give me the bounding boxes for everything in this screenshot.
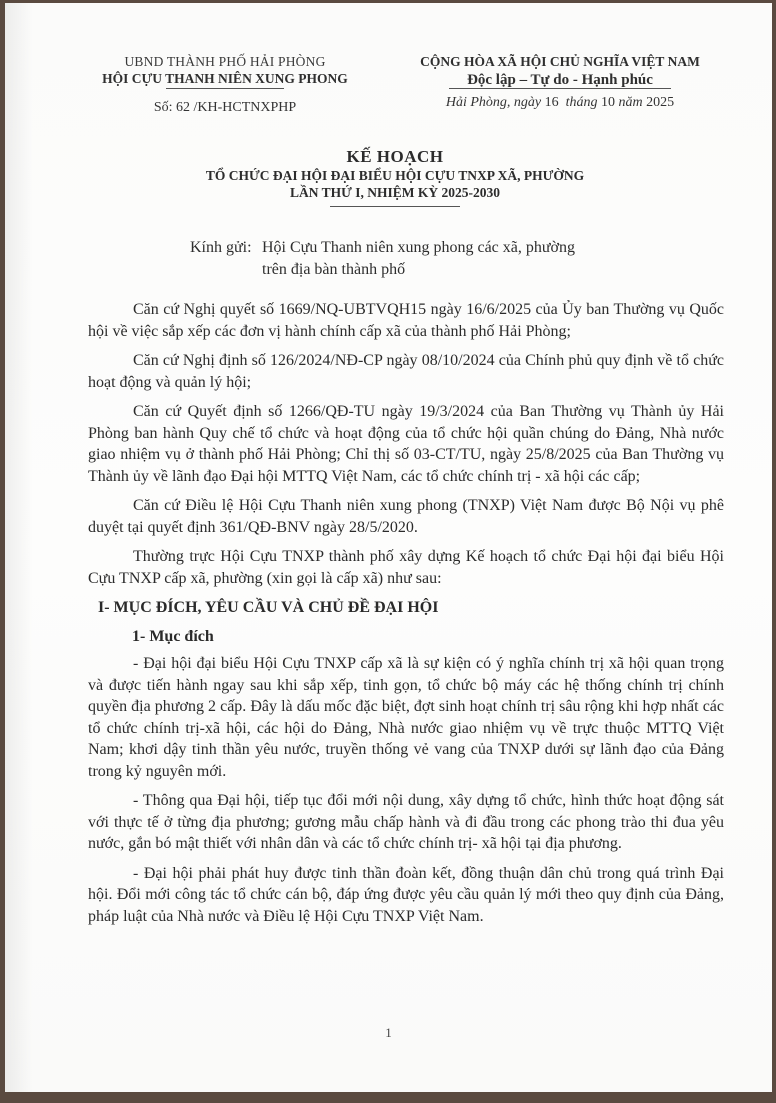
purpose-item: - Thông qua Đại hội, tiếp tục đổi mới nội dung, xây dựng tổ chức, hình thức hoạt động sát với thực tế ở từng địa phương; gương mẫu chấp hành và đi đầu trong các phong trào thi đua yêu nước, gắn bó mật thiết với nhân dân và các tổ chức chính trị- xã hội tại địa phương. [88,792,724,852]
legal-basis-paragraph: Căn cứ Nghị quyết số 1669/NQ-UBTVQH15 ngày 16/6/2025 của Ủy ban Thường vụ Quốc hội về việc sắp xếp các đơn vị hành chính cấp xã của thành phố Hải Phòng; [88,301,724,340]
page-number: 1 [385,1025,392,1040]
document-page [5,3,772,1092]
place-label: Hải Phòng, ngày [445,95,542,110]
legal-basis-paragraph: Căn cứ Quyết định số 1266/QĐ-TU ngày 19/3/2024 của Ban Thường vụ Thành ủy Hải Phòng ban hành Quy chế tổ chức và hoạt động của tổ chức hội quần chúng do Đảng, Nhà nước giao nhiệm vụ ở thành phố Hải Phòng; Chỉ thị số 03-CT/TU, ngày 25/8/2025 của Ban Thường vụ Thành ủy về lãnh đạo Đại hội MTTQ Việt Nam, các tổ chức chính trị - xã hội các cấp; [88,403,724,485]
date-month: 10 [601,95,616,110]
national-title: CỘNG HÒA XÃ HỘI CHỦ NGHĨA VIỆT NAM [420,54,700,69]
date-day: 16 [544,95,559,110]
issuing-authority: UBND THÀNH PHỐ HẢI PHÒNG [124,54,326,69]
header-right [375,53,745,111]
recipient-line-2: trên địa bàn thành phố [262,261,406,278]
purpose-item: - Đại hội phải phát huy được tinh thần đoàn kết, đồng thuận dân chủ trong quá trình Đại hội. Đổi mới công tác tổ chức cán bộ, đáp ứng được yêu cầu quản lý mới theo quy định của Đảng, pháp luật của Nhà nước và Điều lệ Hội Cựu TNXP Việt Nam. [88,864,724,925]
document-body [88,299,724,935]
title-rule [330,206,460,207]
subsection-heading: 1- Mục đích [132,627,214,645]
header-left [65,53,385,116]
section-heading: I- MỤC ĐÍCH, YÊU CẦU VÀ CHỦ ĐỀ ĐẠI HỘI [98,599,439,616]
organization-underline [166,88,284,89]
purpose-item: - Đại hội đại biểu Hội Cựu TNXP cấp xã là sự kiện có ý nghĩa chính trị xã hội quan trọng và được tiến hành ngay sau khi sắp xếp, tinh gọn, tổ chức bộ máy các hệ thống chính trị chính quyền địa phương 2 cấp. Đây là dấu mốc đặc biệt, đợt sinh hoạt chính trị sâu rộng khi hợp nhất các tổ chức chính trị-xã hội, các hội do Đảng, Nhà nước giao nhiệm vụ về trực thuộc MTTQ Việt Nam; khơi dậy tinh thần yêu nước, truyền thống vẻ vang của TNXP dưới sự lãnh đạo của Đảng trong kỷ nguyên mới. [88,655,724,780]
place-date [375,95,745,111]
month-label: tháng [565,95,598,110]
national-motto: Độc lập – Tự do - Hạnh phúc [467,72,653,88]
recipient-label: Kính gửi: [190,239,252,256]
year-label: năm [618,95,643,110]
title-line-1: TỔ CHỨC ĐẠI HỘI ĐẠI BIỂU HỘI CỰU TNXP XÃ, PHƯỜNG [205,168,585,183]
scan-shadow [5,3,33,1092]
title-main: KẾ HOẠCH [346,147,444,166]
document-number: Số: 62 /KH-HCTNXPHP [153,100,297,115]
title-line-2: LẦN THỨ I, NHIỆM KỲ 2025-2030 [289,185,500,200]
legal-basis-paragraph: Căn cứ Điều lệ Hội Cựu Thanh niên xung phong (TNXP) Việt Nam được Bộ Nội vụ phê duyệt tại quyết định 361/QĐ-BNV ngày 28/5/2020. [88,497,724,536]
legal-basis-paragraph: Căn cứ Nghị định số 126/2024/NĐ-CP ngày 08/10/2024 của Chính phủ quy định về tổ chức hoạt động và quản lý hội; [88,352,724,391]
recipient-line-1: Hội Cựu Thanh niên xung phong các xã, phường [262,239,576,256]
intro-paragraph: Thường trực Hội Cựu TNXP thành phố xây dựng Kế hoạch tổ chức Đại hội đại biểu Hội Cựu TNXP cấp xã, phường (xin gọi là cấp xã) như sau: [88,548,724,587]
document-title [65,146,725,207]
date-year: 2025 [646,95,675,110]
recipient-block [190,237,575,281]
issuing-organization: HỘI CỰU THANH NIÊN XUNG PHONG [102,71,348,86]
